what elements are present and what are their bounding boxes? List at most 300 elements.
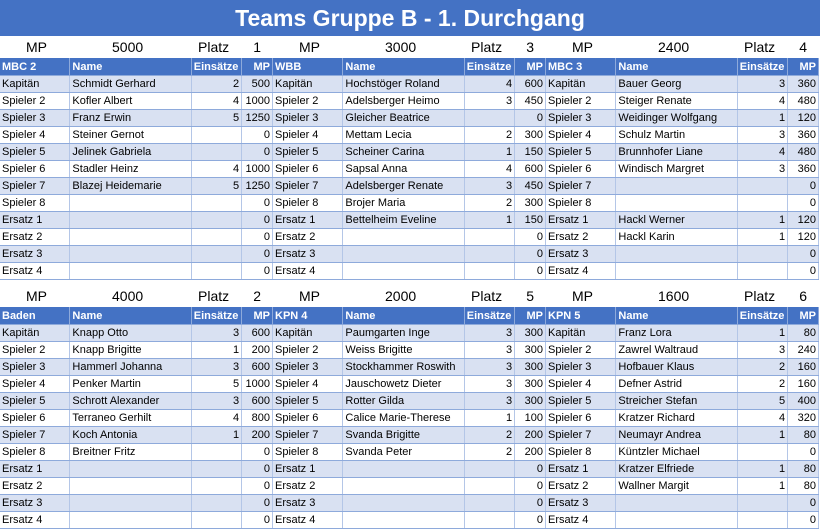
einsaetze-cell [737, 512, 787, 529]
einsaetze-cell [464, 110, 514, 127]
table-row [546, 246, 819, 263]
einsaetze-cell: 3 [191, 359, 241, 376]
team-table [546, 58, 819, 280]
table-row [0, 359, 273, 376]
player-name-cell [343, 512, 464, 529]
platz-label: Platz [198, 288, 230, 304]
role-cell: Spieler 5 [0, 144, 70, 161]
role-cell: Ersatz 4 [0, 263, 70, 280]
mp-cell: 120 [788, 110, 819, 127]
mp-cell: 360 [788, 127, 819, 144]
einsaetze-cell: 4 [191, 410, 241, 427]
role-cell: Spieler 6 [273, 161, 343, 178]
platz-label: Platz [471, 39, 503, 55]
team-table [273, 58, 546, 280]
role-cell: Ersatz 3 [546, 495, 616, 512]
role-cell: Kapitän [273, 76, 343, 93]
table-header [0, 58, 273, 76]
team-platz: 2 [253, 288, 261, 304]
einsaetze-cell: 5 [191, 110, 241, 127]
player-name-cell: Blazej Heidemarie [70, 178, 191, 195]
player-name-cell [70, 263, 191, 280]
role-cell: Ersatz 3 [546, 246, 616, 263]
mp-cell: 300 [515, 393, 546, 410]
einsaetze-cell [191, 246, 241, 263]
player-name-cell [70, 478, 191, 495]
role-cell: Spieler 2 [0, 342, 70, 359]
role-cell: Ersatz 4 [546, 512, 616, 529]
mp-cell: 160 [788, 376, 819, 393]
mp-cell: 200 [515, 444, 546, 461]
table-row [0, 393, 273, 410]
table-row [0, 461, 273, 478]
einsaetze-cell: 3 [464, 93, 514, 110]
einsaetze-cell: 3 [737, 76, 787, 93]
mp-column-header: MP [515, 307, 546, 325]
table-row [273, 342, 546, 359]
role-cell: Spieler 6 [273, 410, 343, 427]
einsaetze-cell: 3 [464, 342, 514, 359]
role-cell: Spieler 5 [273, 393, 343, 410]
player-name-cell [343, 461, 464, 478]
player-name-cell: Kofler Albert [70, 93, 191, 110]
mp-cell: 360 [788, 76, 819, 93]
player-name-cell [70, 495, 191, 512]
table-row [273, 144, 546, 161]
table-row [546, 229, 819, 246]
role-cell: Spieler 3 [0, 359, 70, 376]
einsaetze-column-header: Einsätze [464, 58, 514, 76]
table-row [546, 342, 819, 359]
role-cell: Spieler 8 [546, 195, 616, 212]
mp-cell: 0 [515, 246, 546, 263]
role-cell: Spieler 7 [0, 178, 70, 195]
team-table [546, 307, 819, 529]
mp-cell: 120 [788, 212, 819, 229]
einsaetze-cell: 1 [737, 427, 787, 444]
player-name-cell [616, 195, 737, 212]
einsaetze-cell: 1 [464, 410, 514, 427]
mp-column-header: MP [242, 58, 273, 76]
mp-cell: 200 [242, 342, 273, 359]
mp-cell: 80 [788, 427, 819, 444]
team-summary [546, 285, 819, 307]
table-row [546, 427, 819, 444]
role-cell: Spieler 3 [546, 110, 616, 127]
role-cell: Spieler 8 [273, 195, 343, 212]
table-header [273, 58, 546, 76]
table-row [0, 229, 273, 246]
role-cell: Ersatz 4 [546, 263, 616, 280]
player-name-cell: Koch Antonia [70, 427, 191, 444]
team-table [273, 307, 546, 529]
role-cell: Spieler 7 [546, 427, 616, 444]
einsaetze-cell [191, 461, 241, 478]
einsaetze-column-header: Einsätze [464, 307, 514, 325]
table-row [273, 444, 546, 461]
mp-cell: 0 [242, 229, 273, 246]
mp-cell: 0 [242, 512, 273, 529]
table-row [0, 325, 273, 342]
team-name-header: Baden [0, 307, 70, 325]
mp-cell: 600 [515, 76, 546, 93]
mp-cell: 300 [515, 195, 546, 212]
team-platz: 5 [526, 288, 534, 304]
player-name-cell: Weidinger Wolfgang [616, 110, 737, 127]
player-name-cell: Steiner Gernot [70, 127, 191, 144]
name-column-header: Name [70, 58, 191, 76]
mp-cell: 0 [515, 512, 546, 529]
role-cell: Kapitän [546, 325, 616, 342]
role-cell: Spieler 4 [0, 376, 70, 393]
einsaetze-cell [191, 444, 241, 461]
mp-cell: 0 [242, 212, 273, 229]
table-row [546, 93, 819, 110]
einsaetze-cell: 1 [737, 212, 787, 229]
role-cell: Spieler 6 [0, 161, 70, 178]
mp-cell: 240 [788, 342, 819, 359]
einsaetze-cell [737, 263, 787, 280]
player-name-cell: Schmidt Gerhard [70, 76, 191, 93]
einsaetze-cell [191, 144, 241, 161]
player-name-cell: Sapsal Anna [343, 161, 464, 178]
role-cell: Spieler 4 [546, 376, 616, 393]
player-name-cell: Svanda Brigitte [343, 427, 464, 444]
role-cell: Ersatz 1 [0, 212, 70, 229]
player-name-cell: Penker Martin [70, 376, 191, 393]
einsaetze-cell: 4 [737, 410, 787, 427]
role-cell: Ersatz 1 [273, 212, 343, 229]
table-row [546, 144, 819, 161]
player-name-cell: Hochstöger Roland [343, 76, 464, 93]
player-name-cell [343, 478, 464, 495]
einsaetze-cell: 3 [737, 342, 787, 359]
table-row [0, 178, 273, 195]
mp-cell: 0 [788, 178, 819, 195]
player-name-cell: Weiss Brigitte [343, 342, 464, 359]
mp-cell: 200 [515, 427, 546, 444]
team-block [0, 36, 273, 280]
einsaetze-cell [464, 495, 514, 512]
player-name-cell: Bauer Georg [616, 76, 737, 93]
team-name-header: KPN 5 [546, 307, 616, 325]
mp-cell: 450 [515, 178, 546, 195]
mp-cell: 600 [515, 161, 546, 178]
role-cell: Ersatz 2 [546, 478, 616, 495]
mp-cell: 1000 [242, 161, 273, 178]
team-block [546, 285, 819, 529]
einsaetze-column-header: Einsätze [191, 307, 241, 325]
mp-cell: 80 [788, 478, 819, 495]
name-column-header: Name [616, 307, 737, 325]
mp-cell: 1000 [242, 376, 273, 393]
mp-cell: 0 [788, 495, 819, 512]
player-name-cell [343, 246, 464, 263]
einsaetze-cell: 4 [464, 161, 514, 178]
player-name-cell: Franz Erwin [70, 110, 191, 127]
role-cell: Spieler 5 [273, 144, 343, 161]
team-name-header: KPN 4 [273, 307, 343, 325]
player-name-cell [616, 512, 737, 529]
team-mp-total: 5000 [112, 39, 144, 55]
einsaetze-cell: 3 [464, 393, 514, 410]
mp-cell: 0 [788, 444, 819, 461]
role-cell: Spieler 3 [273, 110, 343, 127]
einsaetze-cell: 1 [464, 212, 514, 229]
einsaetze-cell: 2 [464, 444, 514, 461]
einsaetze-cell [737, 195, 787, 212]
mp-cell: 0 [515, 495, 546, 512]
table-row [546, 325, 819, 342]
player-name-cell: Brojer Maria [343, 195, 464, 212]
mp-cell: 600 [242, 325, 273, 342]
einsaetze-cell: 3 [737, 161, 787, 178]
name-column-header: Name [70, 307, 191, 325]
role-cell: Ersatz 2 [273, 478, 343, 495]
role-cell: Ersatz 2 [273, 229, 343, 246]
table-row [273, 376, 546, 393]
mp-cell: 300 [515, 376, 546, 393]
name-column-header: Name [343, 307, 464, 325]
mp-cell: 600 [242, 393, 273, 410]
mp-cell: 1250 [242, 110, 273, 127]
mp-cell: 120 [788, 229, 819, 246]
mp-label: MP [26, 288, 47, 304]
player-name-cell [70, 212, 191, 229]
team-name-header: MBC 3 [546, 58, 616, 76]
player-name-cell: Hackl Werner [616, 212, 737, 229]
einsaetze-cell [464, 229, 514, 246]
player-name-cell [616, 263, 737, 280]
table-row [273, 195, 546, 212]
mp-cell: 0 [242, 246, 273, 263]
player-name-cell: Stockhammer Roswith [343, 359, 464, 376]
player-name-cell: Defner Astrid [616, 376, 737, 393]
einsaetze-cell: 4 [191, 161, 241, 178]
table-row [273, 359, 546, 376]
table-row [546, 127, 819, 144]
mp-cell: 500 [242, 76, 273, 93]
team-summary [273, 285, 546, 307]
role-cell: Spieler 6 [546, 410, 616, 427]
table-row [273, 229, 546, 246]
role-cell: Spieler 4 [273, 376, 343, 393]
team-table [0, 307, 273, 529]
einsaetze-cell: 1 [737, 110, 787, 127]
mp-column-header: MP [788, 307, 819, 325]
player-name-cell: Kratzer Richard [616, 410, 737, 427]
mp-cell: 1250 [242, 178, 273, 195]
table-row [273, 178, 546, 195]
mp-label: MP [572, 288, 593, 304]
role-cell: Spieler 2 [273, 342, 343, 359]
player-name-cell: Windisch Margret [616, 161, 737, 178]
role-cell: Spieler 2 [546, 93, 616, 110]
table-row [546, 212, 819, 229]
einsaetze-cell: 3 [737, 127, 787, 144]
einsaetze-cell [191, 212, 241, 229]
mp-cell: 0 [515, 461, 546, 478]
table-row [0, 195, 273, 212]
player-name-cell [343, 229, 464, 246]
player-name-cell: Stadler Heinz [70, 161, 191, 178]
mp-cell: 0 [242, 195, 273, 212]
player-name-cell: Steiger Renate [616, 93, 737, 110]
mp-cell: 1000 [242, 93, 273, 110]
table-row [273, 512, 546, 529]
table-row [273, 93, 546, 110]
team-name-header: WBB [273, 58, 343, 76]
player-name-cell: Svanda Peter [343, 444, 464, 461]
role-cell: Ersatz 1 [546, 212, 616, 229]
player-name-cell: Jelinek Gabriela [70, 144, 191, 161]
team-table [0, 58, 273, 280]
mp-cell: 0 [515, 478, 546, 495]
table-row [546, 495, 819, 512]
table-row [273, 393, 546, 410]
einsaetze-cell: 2 [737, 359, 787, 376]
table-row [0, 161, 273, 178]
player-name-cell: Neumayr Andrea [616, 427, 737, 444]
einsaetze-column-header: Einsätze [191, 58, 241, 76]
table-row [0, 427, 273, 444]
player-name-cell: Zawrel Waltraud [616, 342, 737, 359]
role-cell: Ersatz 4 [273, 512, 343, 529]
einsaetze-cell [464, 246, 514, 263]
player-name-cell [343, 263, 464, 280]
role-cell: Spieler 7 [0, 427, 70, 444]
table-row [0, 342, 273, 359]
table-row [546, 410, 819, 427]
team-platz: 4 [799, 39, 807, 55]
einsaetze-cell [737, 444, 787, 461]
einsaetze-cell: 2 [737, 376, 787, 393]
einsaetze-cell: 5 [191, 376, 241, 393]
table-row [546, 195, 819, 212]
team-mp-total: 1600 [658, 288, 690, 304]
role-cell: Spieler 8 [0, 444, 70, 461]
einsaetze-cell [737, 178, 787, 195]
table-row [273, 461, 546, 478]
einsaetze-column-header: Einsätze [737, 307, 787, 325]
table-row [0, 495, 273, 512]
table-row [273, 161, 546, 178]
table-row [0, 263, 273, 280]
player-name-cell: Mettam Lecia [343, 127, 464, 144]
einsaetze-cell: 1 [737, 229, 787, 246]
player-name-cell [616, 178, 737, 195]
einsaetze-cell: 2 [464, 127, 514, 144]
team-name-header: MBC 2 [0, 58, 70, 76]
role-cell: Ersatz 3 [273, 246, 343, 263]
player-name-cell: Franz Lora [616, 325, 737, 342]
mp-cell: 150 [515, 144, 546, 161]
einsaetze-cell: 1 [737, 478, 787, 495]
page-title: Teams Gruppe B - 1. Durchgang [0, 0, 820, 36]
role-cell: Spieler 2 [273, 93, 343, 110]
player-name-cell: Rotter Gilda [343, 393, 464, 410]
mp-label: MP [572, 39, 593, 55]
player-name-cell [70, 195, 191, 212]
mp-cell: 0 [242, 461, 273, 478]
mp-label: MP [299, 288, 320, 304]
mp-cell: 0 [242, 478, 273, 495]
role-cell: Spieler 8 [0, 195, 70, 212]
mp-cell: 0 [242, 127, 273, 144]
platz-label: Platz [198, 39, 230, 55]
table-row [546, 393, 819, 410]
einsaetze-cell: 5 [737, 393, 787, 410]
player-name-cell: Jauschowetz Dieter [343, 376, 464, 393]
table-row [273, 127, 546, 144]
table-row [273, 410, 546, 427]
mp-cell: 0 [788, 246, 819, 263]
role-cell: Spieler 7 [546, 178, 616, 195]
platz-label: Platz [744, 39, 776, 55]
einsaetze-cell: 5 [191, 178, 241, 195]
einsaetze-cell: 3 [464, 178, 514, 195]
mp-cell: 150 [515, 212, 546, 229]
einsaetze-cell [464, 461, 514, 478]
einsaetze-cell [191, 229, 241, 246]
table-row [0, 127, 273, 144]
einsaetze-cell [191, 495, 241, 512]
table-row [273, 263, 546, 280]
table-row [273, 212, 546, 229]
einsaetze-cell: 4 [464, 76, 514, 93]
table-row [273, 427, 546, 444]
role-cell: Ersatz 3 [273, 495, 343, 512]
player-name-cell [70, 461, 191, 478]
mp-cell: 0 [242, 144, 273, 161]
mp-cell: 200 [242, 427, 273, 444]
name-column-header: Name [616, 58, 737, 76]
table-row [0, 93, 273, 110]
mp-cell: 0 [515, 229, 546, 246]
team-block [0, 285, 273, 529]
table-header [546, 307, 819, 325]
name-column-header: Name [343, 58, 464, 76]
platz-label: Platz [744, 288, 776, 304]
table-row [273, 478, 546, 495]
team-mp-total: 2000 [385, 288, 417, 304]
table-row [546, 512, 819, 529]
mp-label: MP [299, 39, 320, 55]
player-name-cell: Adelsberger Heimo [343, 93, 464, 110]
einsaetze-cell: 1 [737, 461, 787, 478]
einsaetze-cell: 1 [191, 427, 241, 444]
player-name-cell [616, 495, 737, 512]
role-cell: Spieler 2 [546, 342, 616, 359]
mp-label: MP [26, 39, 47, 55]
mp-cell: 0 [788, 195, 819, 212]
table-row [273, 76, 546, 93]
table-row [273, 110, 546, 127]
einsaetze-cell: 2 [464, 427, 514, 444]
einsaetze-cell [191, 478, 241, 495]
role-cell: Ersatz 2 [546, 229, 616, 246]
player-name-cell: Calice Marie-Therese [343, 410, 464, 427]
einsaetze-cell [464, 512, 514, 529]
role-cell: Kapitän [273, 325, 343, 342]
table-row [0, 110, 273, 127]
table-row [546, 161, 819, 178]
mp-cell: 320 [788, 410, 819, 427]
player-name-cell: Kratzer Elfriede [616, 461, 737, 478]
einsaetze-cell [191, 263, 241, 280]
table-row [546, 76, 819, 93]
role-cell: Ersatz 3 [0, 246, 70, 263]
